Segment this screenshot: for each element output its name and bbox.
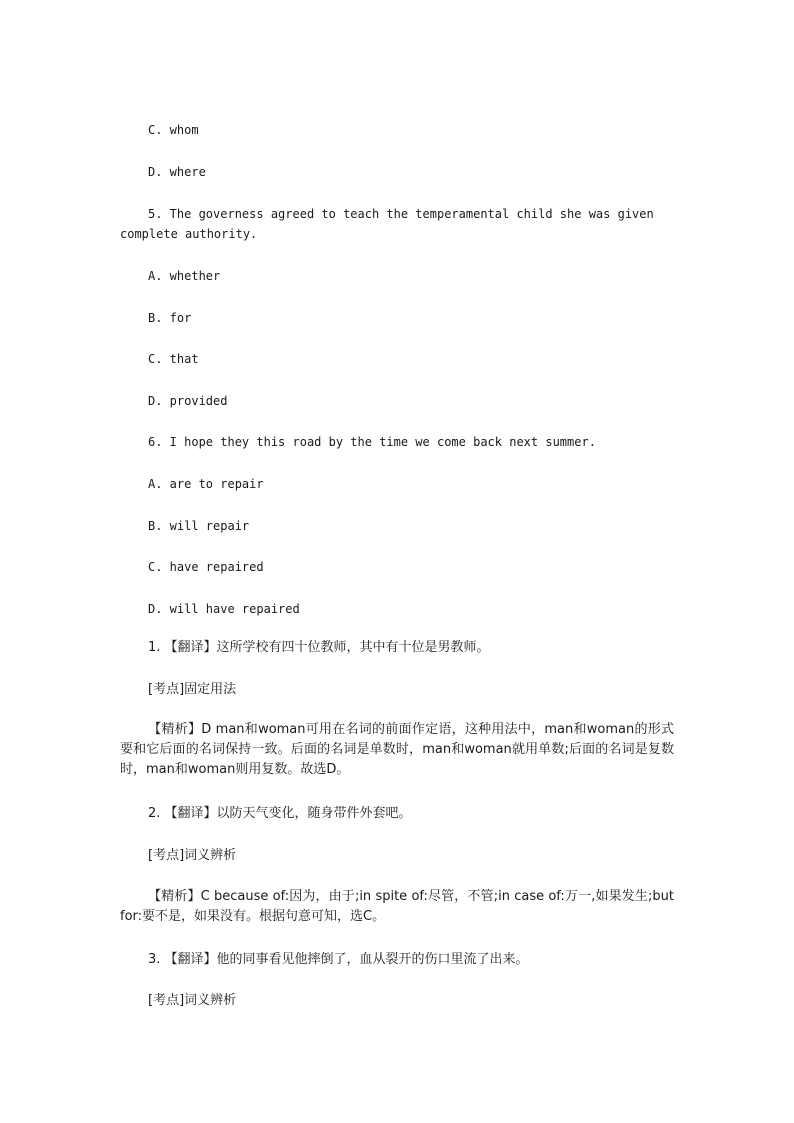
answer-1-analysis: [120, 720, 674, 780]
q4-option-d: D. where: [148, 165, 206, 179]
q4-option-c: C. whom: [148, 123, 199, 137]
q6-option-b: B. will repair: [148, 519, 250, 533]
q6-stem: 6. I hope they this road by the time we come back next summer.: [148, 435, 596, 449]
answer-1-translation: 1. 【翻译】这所学校有四十位教师，其中有十位是男教师。: [148, 640, 490, 655]
q5-option-b: B. for: [148, 311, 192, 325]
answer-1-analysis-text: 【精析】D man和woman可用在名词的前面作定语，这种用法中，man和woman的形式要和它后面的名词保持一致。后面的名词是单数时，man和woman就用单数;后面的名词是复数时，man和woman则用复数。故选D。: [120, 722, 674, 777]
q5-option-a: A. whether: [148, 269, 221, 283]
answer-2-analysis-text: 【精析】C because of:因为，由于;in spite of:尽管，不管;in case of:万一,如果发生;but for:要不是，如果没有。根据句意可知，选C。: [120, 889, 674, 924]
q5-option-c: C. that: [148, 352, 199, 366]
q6-option-a: A. are to repair: [148, 477, 264, 491]
q5-option-d: D. provided: [148, 394, 228, 408]
q6-option-c: C. have repaired: [148, 560, 264, 574]
q5-stem-line2: complete authority.: [120, 227, 258, 241]
q5-stem: [120, 204, 674, 244]
q5-stem-line1: 5. The governess agreed to teach the temperamental child she was given: [148, 207, 654, 221]
answer-2-translation: 2. 【翻译】以防天气变化，随身带件外套吧。: [148, 806, 412, 821]
answer-2-point: [考点]词义辨析: [148, 848, 237, 863]
q6-option-d: D. will have repaired: [148, 602, 300, 616]
answer-3-translation: 3. 【翻译】他的同事看见他摔倒了，血从裂开的伤口里流了出来。: [148, 952, 529, 967]
answer-1-point: [考点]固定用法: [148, 682, 237, 697]
answer-3-point: [考点]词义辨析: [148, 993, 237, 1008]
answer-2-analysis: [120, 887, 674, 927]
